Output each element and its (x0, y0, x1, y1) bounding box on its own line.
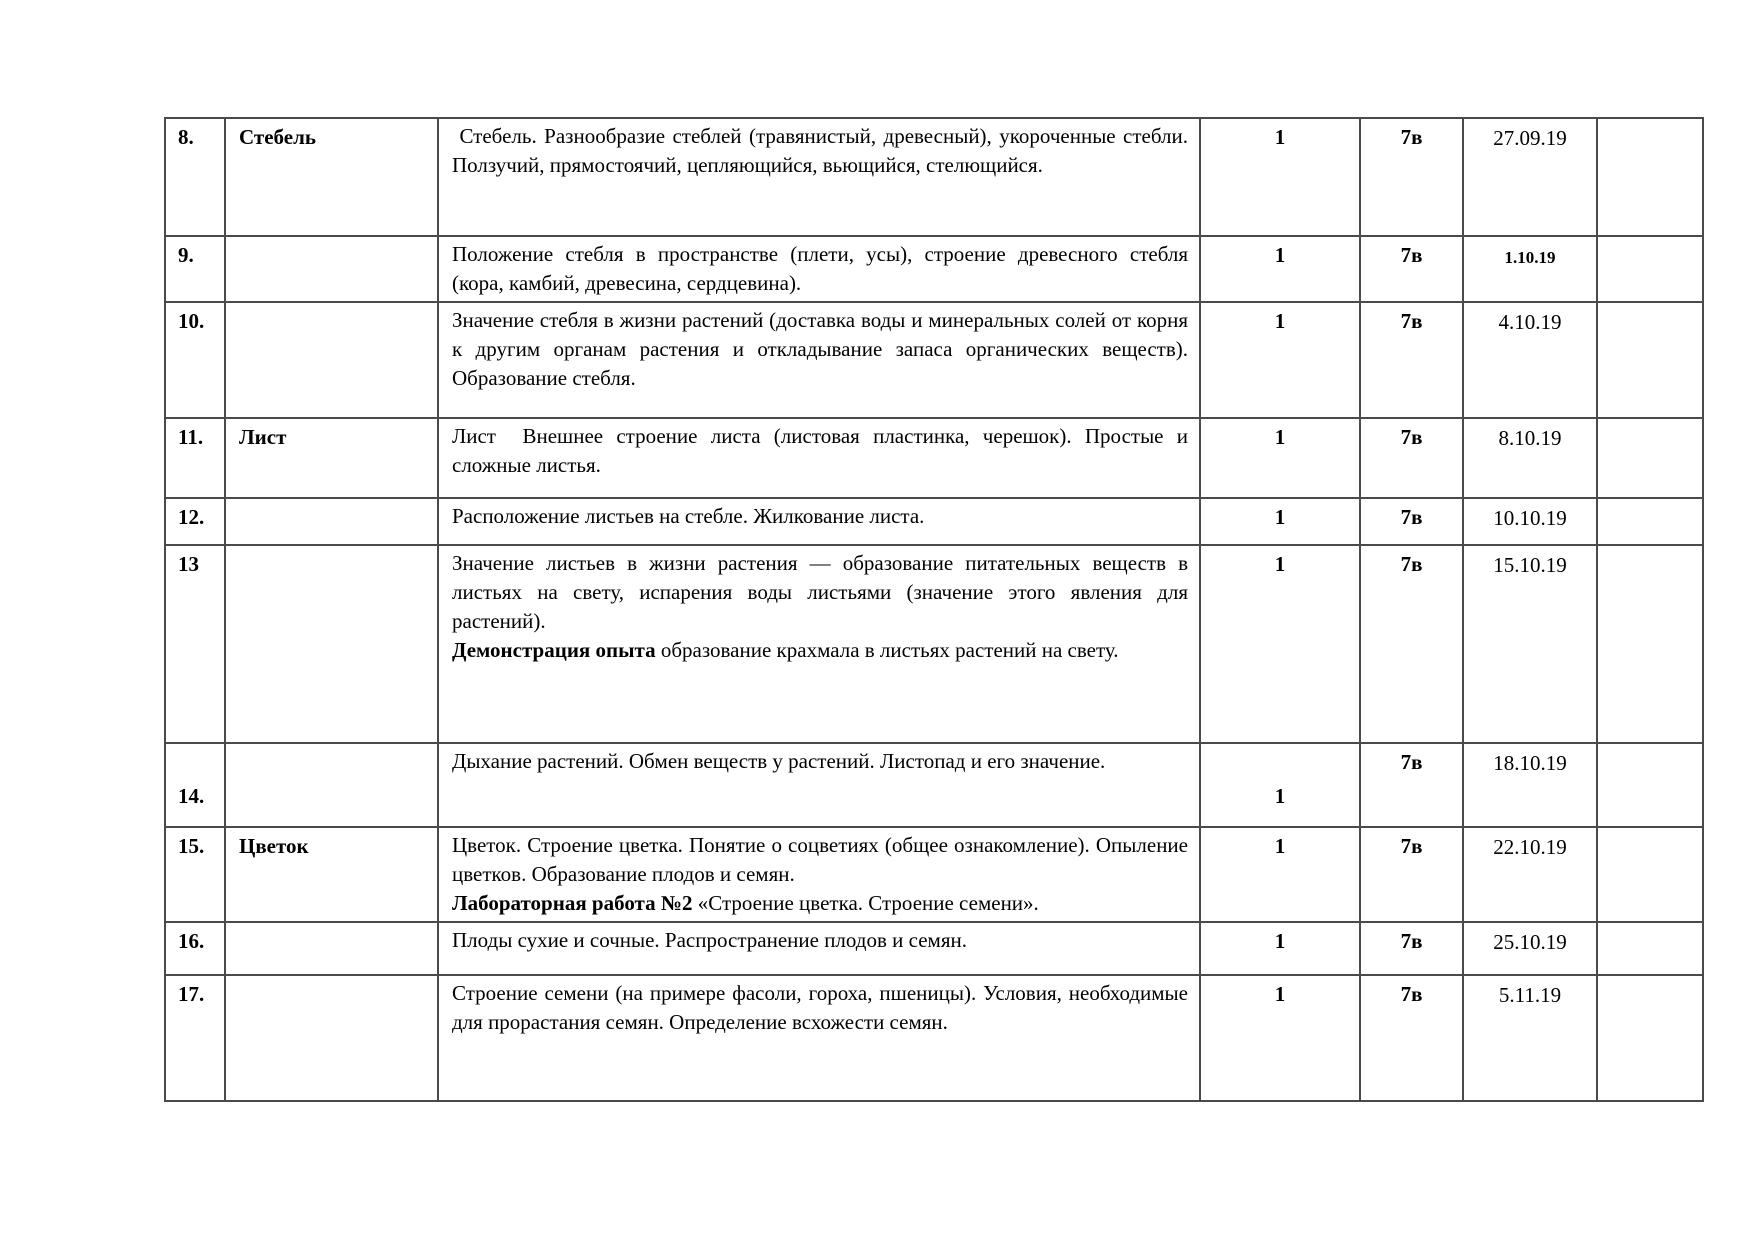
empty-cell (1597, 236, 1703, 302)
table-row (165, 922, 1703, 975)
date-cell: 18.10.19 (1463, 743, 1597, 827)
table-row (165, 302, 1703, 418)
class-cell: 7в (1360, 236, 1463, 302)
date-cell: 10.10.19 (1463, 498, 1597, 545)
table-row (165, 118, 1703, 236)
hours-cell: 1 (1200, 827, 1360, 922)
date-cell: 27.09.19 (1463, 118, 1597, 236)
table-row (165, 545, 1703, 743)
lesson-number-cell: 17. (165, 975, 225, 1101)
hours-cell: 1 (1200, 236, 1360, 302)
topic-cell: Цветок (225, 827, 438, 922)
description-text (452, 889, 1188, 918)
description-cell (438, 418, 1200, 498)
description-tail: образование крахмала в листьях растений на свету. (655, 638, 1119, 662)
description-text: Плоды сухие и сочные. Распространение плодов и семян. (452, 928, 967, 952)
lesson-number-cell: 16. (165, 922, 225, 975)
class-cell: 7в (1360, 743, 1463, 827)
hours-cell: 1 (1200, 743, 1360, 827)
date-cell: 25.10.19 (1463, 922, 1597, 975)
description-text: Значение стебля в жизни растений (доставка воды и минеральных солей от корня к другим органам растения и откладывание запаса органических веществ). Образование стебля. (452, 308, 1194, 390)
lesson-number-cell: 13 (165, 545, 225, 743)
topic-cell (225, 545, 438, 743)
hours-cell: 1 (1200, 975, 1360, 1101)
empty-cell (1597, 302, 1703, 418)
empty-cell (1597, 743, 1703, 827)
class-cell: 7в (1360, 922, 1463, 975)
description-cell (438, 922, 1200, 975)
description-text: Лист Внешнее строение листа (листовая пластинка, черешок). Простые и сложные листья. (452, 424, 1194, 477)
class-cell: 7в (1360, 498, 1463, 545)
date-cell: 8.10.19 (1463, 418, 1597, 498)
description-cell (438, 743, 1200, 827)
description-cell (438, 118, 1200, 236)
table-row (165, 975, 1703, 1101)
topic-cell: Лист (225, 418, 438, 498)
description-text: Положение стебля в пространстве (плети, усы), строение древесного стебля (кора, камбий, древесина, сердцевина). (452, 242, 1194, 295)
description-text: Расположение листьев на стебле. Жилкование листа. (452, 504, 925, 528)
hours-cell: 1 (1200, 118, 1360, 236)
table-row (165, 418, 1703, 498)
lesson-number-cell: 10. (165, 302, 225, 418)
description-text: Стебель. Разнообразие стеблей (травянистый, древесный), укороченные стебли. Ползучий, прямостоячий, цепляющийся, вьющийся, стелющийся. (452, 124, 1194, 177)
empty-cell (1597, 975, 1703, 1101)
empty-cell (1597, 498, 1703, 545)
date-cell: 5.11.19 (1463, 975, 1597, 1101)
empty-cell (1597, 418, 1703, 498)
empty-cell (1597, 545, 1703, 743)
empty-cell (1597, 118, 1703, 236)
description-cell (438, 827, 1200, 922)
class-cell: 7в (1360, 975, 1463, 1101)
class-cell: 7в (1360, 545, 1463, 743)
class-cell: 7в (1360, 827, 1463, 922)
description-text: Дыхание растений. Обмен веществ у растений. Листопад и его значение. (452, 749, 1106, 773)
empty-cell (1597, 827, 1703, 922)
topic-cell (225, 743, 438, 827)
hours-cell: 1 (1200, 302, 1360, 418)
hours-cell: 1 (1200, 498, 1360, 545)
description-text (452, 636, 1188, 665)
topic-cell (225, 922, 438, 975)
topic-cell (225, 975, 438, 1101)
lesson-number-cell: 8. (165, 118, 225, 236)
description-cell (438, 545, 1200, 743)
lesson-plan-table (164, 117, 1704, 1102)
table-row (165, 498, 1703, 545)
lesson-number-cell: 15. (165, 827, 225, 922)
table-row (165, 743, 1703, 827)
description-text: Строение семени (на примере фасоли, гороха, пшеницы). Условия, необходимые для прорастания семян. Определение всхожести семян. (452, 981, 1194, 1034)
description-text: Цветок. Строение цветка. Понятие о соцветиях (общее ознакомление). Опыление цветков. Образование плодов и семян. (452, 833, 1194, 886)
lab-work-label: Лабораторная работа №2 (452, 891, 693, 915)
hours-cell: 1 (1200, 545, 1360, 743)
description-tail: «Строение цветка. Строение семени». (692, 891, 1039, 915)
topic-cell (225, 498, 438, 545)
empty-cell (1597, 922, 1703, 975)
class-cell: 7в (1360, 418, 1463, 498)
topic-cell (225, 236, 438, 302)
topic-cell (225, 302, 438, 418)
description-text: Значение листьев в жизни растения — образование питательных веществ в листьях на свету, испарения воды листьями (значение этого явления для растений). (452, 551, 1194, 633)
lesson-number-cell: 14. (165, 743, 225, 827)
class-cell: 7в (1360, 302, 1463, 418)
date-cell: 15.10.19 (1463, 545, 1597, 743)
description-cell (438, 236, 1200, 302)
description-cell (438, 975, 1200, 1101)
hours-cell: 1 (1200, 922, 1360, 975)
table-row (165, 236, 1703, 302)
lesson-number-cell: 12. (165, 498, 225, 545)
lesson-number-cell: 9. (165, 236, 225, 302)
hours-cell: 1 (1200, 418, 1360, 498)
description-cell (438, 498, 1200, 545)
date-cell: 4.10.19 (1463, 302, 1597, 418)
demo-label: Демонстрация опыта (452, 638, 656, 662)
date-cell: 22.10.19 (1463, 827, 1597, 922)
topic-cell: Стебель (225, 118, 438, 236)
table-row (165, 827, 1703, 922)
lesson-number-cell: 11. (165, 418, 225, 498)
description-cell (438, 302, 1200, 418)
class-cell: 7в (1360, 118, 1463, 236)
date-cell: 1.10.19 (1463, 236, 1597, 302)
